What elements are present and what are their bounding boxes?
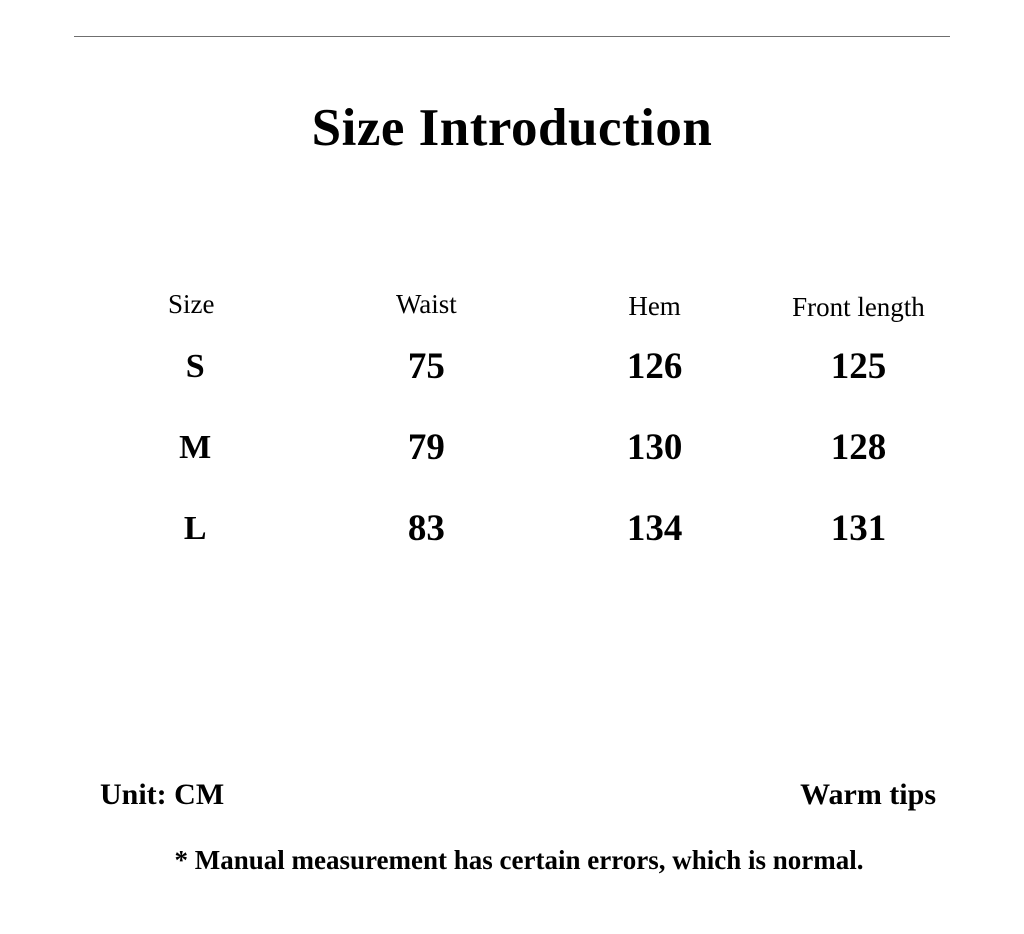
measurement-footnote: * Manual measurement has certain errors, which is normal. (174, 845, 864, 875)
table-row (88, 326, 958, 407)
header-divider (74, 36, 950, 37)
column-header-waist: Waist (395, 288, 457, 319)
page-title: Size Introduction (311, 99, 713, 157)
table-header-row (88, 282, 958, 326)
table-row (88, 488, 958, 569)
unit-label: Unit: CM (100, 778, 225, 811)
cell-waist: 75 (407, 346, 445, 387)
cell-hem: 126 (626, 346, 683, 387)
warm-tips-label: Warm tips (800, 778, 936, 811)
cell-hem: 134 (626, 508, 683, 549)
cell-size: L (183, 509, 207, 547)
cell-front-length: 131 (830, 508, 887, 549)
column-header-size: Size (167, 288, 215, 319)
cell-hem: 130 (626, 427, 683, 468)
cell-front-length: 128 (830, 427, 887, 468)
cell-size: S (185, 347, 205, 385)
cell-front-length: 125 (830, 346, 887, 387)
cell-size: M (179, 428, 212, 466)
size-table (88, 282, 958, 569)
table-row (88, 407, 958, 488)
cell-waist: 79 (407, 427, 445, 468)
cell-waist: 83 (407, 508, 445, 549)
column-header-front-length: Front length (792, 291, 925, 322)
column-header-hem: Hem (628, 290, 681, 321)
